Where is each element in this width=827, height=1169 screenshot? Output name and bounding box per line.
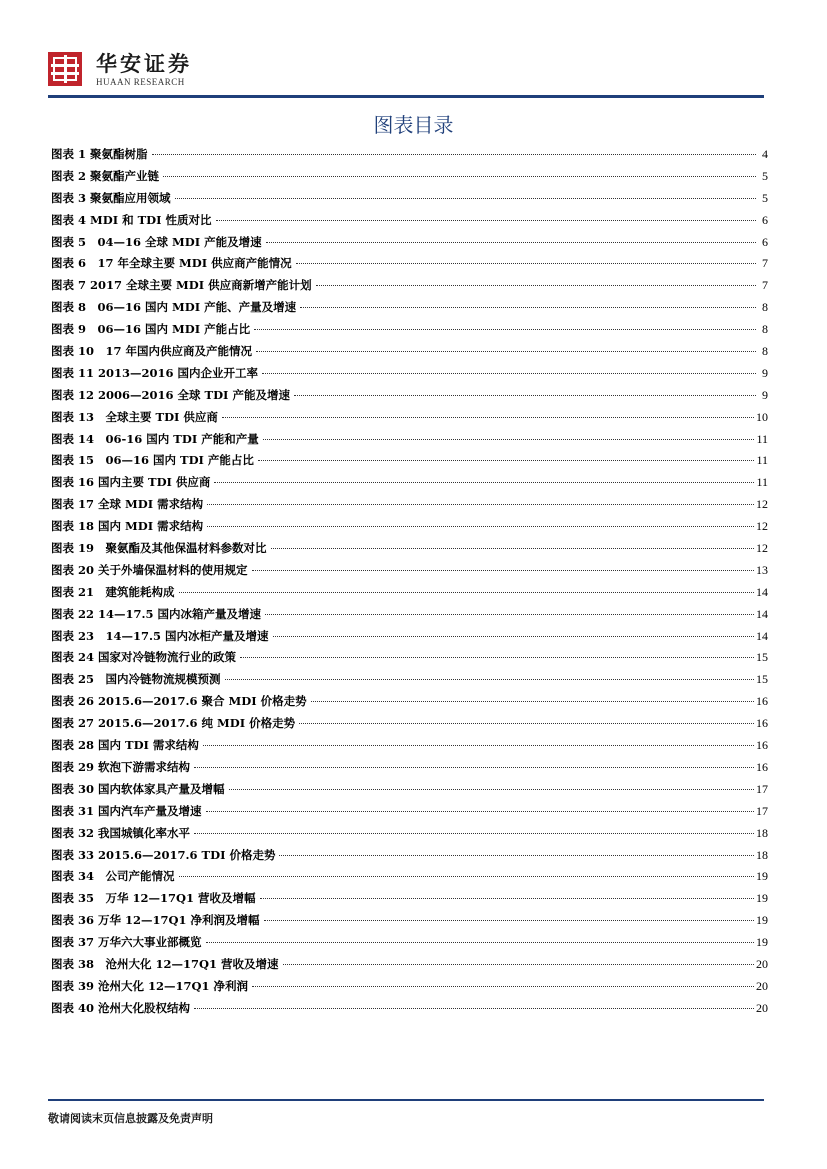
huaan-logo-icon bbox=[48, 52, 82, 86]
toc-dot-leader bbox=[207, 504, 754, 505]
toc-entry-label: 图表 9 06—16 国内 MDI 产能占比 bbox=[51, 322, 251, 337]
toc-dot-leader bbox=[240, 657, 754, 658]
toc-dot-leader bbox=[206, 811, 754, 812]
toc-entry[interactable] bbox=[51, 431, 768, 453]
toc-entry-page: 19 bbox=[756, 935, 768, 950]
toc-entry[interactable] bbox=[51, 496, 768, 518]
toc-entry-label: 图表 31 国内汽车产量及增速 bbox=[51, 803, 202, 818]
toc-dot-leader bbox=[252, 986, 754, 987]
toc-entry[interactable] bbox=[51, 606, 768, 628]
toc-entry[interactable] bbox=[51, 409, 768, 431]
toc-entry[interactable] bbox=[51, 693, 768, 715]
toc-entry-page: 16 bbox=[756, 738, 768, 753]
toc-entry-label: 图表 7 2017 全球主要 MDI 供应商新增产能计划 bbox=[51, 278, 312, 293]
toc-entry-label: 图表 35 万华 12—17Q1 营收及增幅 bbox=[51, 891, 256, 906]
footer-rule bbox=[48, 1099, 764, 1101]
toc-entry-page: 5 bbox=[762, 190, 768, 205]
toc-entry-label: 图表 38 沧州大化 12—17Q1 营收及增速 bbox=[51, 956, 279, 971]
toc-entry-label: 图表 37 万华六大事业部概览 bbox=[51, 935, 202, 950]
toc-dot-leader bbox=[163, 176, 756, 177]
toc-entry[interactable] bbox=[51, 978, 768, 1000]
toc-entry-page: 14 bbox=[756, 606, 768, 621]
toc-entry-label: 图表 24 国家对冷链物流行业的政策 bbox=[51, 650, 237, 665]
toc-dot-leader bbox=[258, 460, 755, 461]
toc-entry-label: 图表 6 17 年全球主要 MDI 供应商产能情况 bbox=[51, 256, 292, 271]
toc-dot-leader bbox=[263, 439, 755, 440]
toc-entry[interactable] bbox=[51, 190, 768, 212]
toc-entry-page: 11 bbox=[756, 453, 768, 468]
toc-entry-label: 图表 2 聚氨酯产业链 bbox=[51, 168, 160, 183]
toc-entry-page: 8 bbox=[762, 344, 768, 359]
toc-entry[interactable] bbox=[51, 343, 768, 365]
toc-entry[interactable] bbox=[51, 759, 768, 781]
toc-entry[interactable] bbox=[51, 540, 768, 562]
toc-entry-page: 13 bbox=[756, 562, 768, 577]
toc-dot-leader bbox=[175, 198, 756, 199]
toc-entry-label: 图表 19 聚氨酯及其他保温材料参数对比 bbox=[51, 541, 267, 556]
page-title: 图表目录 bbox=[373, 113, 454, 137]
toc-entry-label: 图表 28 国内 TDI 需求结构 bbox=[51, 738, 199, 753]
toc-entry-label: 图表 29 软泡下游需求结构 bbox=[51, 759, 191, 774]
toc-entry-page: 19 bbox=[756, 869, 768, 884]
toc-entry-page: 18 bbox=[756, 825, 768, 840]
toc-entry-page: 5 bbox=[762, 168, 768, 183]
toc-entry-label: 图表 27 2015.6—2017.6 纯 MDI 价格走势 bbox=[51, 716, 296, 731]
toc-dot-leader bbox=[262, 373, 756, 374]
toc-dot-leader bbox=[229, 789, 754, 790]
toc-entry[interactable] bbox=[51, 890, 768, 912]
toc-dot-leader bbox=[300, 307, 756, 308]
table-of-figures bbox=[51, 146, 768, 1022]
toc-entry[interactable] bbox=[51, 956, 768, 978]
toc-entry[interactable] bbox=[51, 518, 768, 540]
toc-entry[interactable] bbox=[51, 934, 768, 956]
toc-entry-page: 14 bbox=[756, 628, 768, 643]
toc-dot-leader bbox=[214, 482, 754, 483]
toc-entry-page: 4 bbox=[762, 147, 768, 161]
toc-dot-leader bbox=[279, 855, 754, 856]
toc-entry-label: 图表 10 17 年国内供应商及产能情况 bbox=[51, 344, 253, 359]
toc-dot-leader bbox=[194, 1008, 754, 1009]
toc-entry[interactable] bbox=[51, 781, 768, 803]
toc-entry-label: 图表 40 沧州大化股权结构 bbox=[51, 1000, 191, 1015]
toc-entry[interactable] bbox=[51, 868, 768, 890]
toc-entry-page: 9 bbox=[762, 387, 768, 402]
toc-entry-page: 19 bbox=[756, 891, 768, 906]
toc-entry[interactable] bbox=[51, 628, 768, 650]
toc-entry-page: 15 bbox=[756, 650, 768, 665]
header-rule bbox=[48, 95, 764, 98]
toc-entry[interactable] bbox=[51, 299, 768, 321]
toc-dot-leader bbox=[179, 876, 754, 877]
toc-entry-label: 图表 32 我国城镇化率水平 bbox=[51, 825, 191, 840]
toc-entry-label: 图表 21 建筑能耗构成 bbox=[51, 584, 175, 599]
toc-entry-page: 17 bbox=[756, 803, 768, 818]
toc-entry-page: 12 bbox=[756, 497, 768, 512]
toc-entry-label: 图表 15 06—16 国内 TDI 产能占比 bbox=[51, 453, 254, 468]
toc-entry-label: 图表 30 国内软体家具产量及增幅 bbox=[51, 781, 225, 796]
toc-dot-leader bbox=[194, 833, 754, 834]
toc-entry[interactable] bbox=[51, 212, 768, 234]
toc-dot-leader bbox=[316, 285, 756, 286]
toc-entry-page: 9 bbox=[762, 365, 768, 380]
toc-entry-page: 14 bbox=[756, 584, 768, 599]
toc-dot-leader bbox=[260, 898, 754, 899]
toc-entry-page: 10 bbox=[756, 409, 768, 424]
toc-entry[interactable] bbox=[51, 847, 768, 869]
toc-dot-leader bbox=[194, 767, 754, 768]
toc-dot-leader bbox=[179, 592, 754, 593]
toc-dot-leader bbox=[152, 154, 756, 155]
toc-dot-leader bbox=[256, 351, 756, 352]
toc-entry[interactable] bbox=[51, 912, 768, 934]
toc-entry-label: 图表 23 14—17.5 国内冰柜产量及增速 bbox=[51, 628, 269, 643]
toc-dot-leader bbox=[206, 942, 754, 943]
toc-dot-leader bbox=[299, 723, 754, 724]
toc-dot-leader bbox=[294, 395, 756, 396]
toc-entry-label: 图表 25 国内冷链物流规模预测 bbox=[51, 672, 221, 687]
toc-entry[interactable] bbox=[51, 562, 768, 584]
toc-entry[interactable] bbox=[51, 803, 768, 825]
toc-entry-label: 图表 17 全球 MDI 需求结构 bbox=[51, 497, 204, 512]
toc-entry-label: 图表 16 国内主要 TDI 供应商 bbox=[51, 475, 211, 490]
toc-dot-leader bbox=[265, 614, 754, 615]
toc-entry[interactable] bbox=[51, 234, 768, 256]
toc-entry[interactable] bbox=[51, 584, 768, 606]
toc-entry-label: 图表 11 2013—2016 国内企业开工率 bbox=[51, 365, 259, 380]
toc-entry[interactable] bbox=[51, 277, 768, 299]
footer-disclaimer: 敬请阅读末页信息披露及免责声明 bbox=[48, 1112, 213, 1125]
toc-entry-label: 图表 34 公司产能情况 bbox=[51, 869, 175, 884]
toc-entry-page: 11 bbox=[756, 431, 768, 446]
toc-dot-leader bbox=[283, 964, 754, 965]
toc-entry[interactable] bbox=[51, 715, 768, 737]
toc-entry-label: 图表 20 关于外墙保温材料的使用规定 bbox=[51, 562, 248, 577]
toc-dot-leader bbox=[207, 526, 754, 527]
toc-dot-leader bbox=[266, 242, 756, 243]
toc-entry[interactable] bbox=[51, 387, 768, 409]
toc-entry[interactable] bbox=[51, 255, 768, 277]
toc-entry[interactable] bbox=[51, 671, 768, 693]
toc-entry-label: 图表 36 万华 12—17Q1 净利润及增幅 bbox=[51, 913, 260, 928]
toc-entry-page: 7 bbox=[762, 256, 768, 271]
toc-dot-leader bbox=[222, 417, 754, 418]
toc-entry-page: 6 bbox=[762, 212, 768, 227]
toc-entry-page: 20 bbox=[756, 1000, 768, 1015]
toc-entry[interactable] bbox=[51, 146, 768, 168]
page-header bbox=[48, 44, 788, 94]
toc-entry-label: 图表 12 2006—2016 全球 TDI 产能及增速 bbox=[51, 387, 290, 402]
toc-dot-leader bbox=[264, 920, 754, 921]
toc-entry[interactable] bbox=[51, 737, 768, 759]
toc-dot-leader bbox=[203, 745, 754, 746]
toc-entry-page: 16 bbox=[756, 759, 768, 774]
toc-entry-label: 图表 4 MDI 和 TDI 性质对比 bbox=[51, 212, 212, 227]
toc-entry-label: 图表 18 国内 MDI 需求结构 bbox=[51, 519, 204, 534]
toc-entry-label: 图表 39 沧州大化 12—17Q1 净利润 bbox=[51, 978, 249, 993]
toc-entry-page: 18 bbox=[756, 847, 768, 862]
toc-entry-page: 8 bbox=[762, 322, 768, 337]
toc-entry-page: 11 bbox=[756, 475, 768, 490]
toc-entry-page: 16 bbox=[756, 694, 768, 709]
toc-entry-label: 图表 14 06-16 国内 TDI 产能和产量 bbox=[51, 431, 259, 446]
toc-entry-label: 图表 5 04—16 全球 MDI 产能及增速 bbox=[51, 234, 262, 249]
toc-dot-leader bbox=[271, 548, 754, 549]
toc-entry-label: 图表 33 2015.6—2017.6 TDI 价格走势 bbox=[51, 847, 276, 862]
toc-entry-label: 图表 13 全球主要 TDI 供应商 bbox=[51, 409, 218, 424]
toc-entry[interactable] bbox=[51, 452, 768, 474]
toc-dot-leader bbox=[254, 329, 756, 330]
toc-entry[interactable] bbox=[51, 649, 768, 671]
toc-entry-page: 16 bbox=[756, 716, 768, 731]
toc-entry-label: 图表 1 聚氨酯树脂 bbox=[51, 147, 148, 161]
toc-dot-leader bbox=[225, 679, 754, 680]
toc-dot-leader bbox=[311, 701, 754, 702]
toc-entry-page: 20 bbox=[756, 956, 768, 971]
toc-entry-page: 15 bbox=[756, 672, 768, 687]
toc-entry-label: 图表 3 聚氨酯应用领域 bbox=[51, 190, 171, 205]
toc-entry-label: 图表 22 14—17.5 国内冰箱产量及增速 bbox=[51, 606, 262, 621]
toc-dot-leader bbox=[216, 220, 756, 221]
toc-entry[interactable] bbox=[51, 825, 768, 847]
toc-entry-label: 图表 8 06—16 国内 MDI 产能、产量及增速 bbox=[51, 300, 297, 315]
toc-entry-page: 20 bbox=[756, 978, 768, 993]
toc-entry[interactable] bbox=[51, 1000, 768, 1022]
toc-entry[interactable] bbox=[51, 474, 768, 496]
toc-dot-leader bbox=[252, 570, 754, 571]
toc-entry-page: 8 bbox=[762, 300, 768, 315]
toc-entry-label: 图表 26 2015.6—2017.6 聚合 MDI 价格走势 bbox=[51, 694, 307, 709]
toc-entry-page: 12 bbox=[756, 519, 768, 534]
toc-entry-page: 12 bbox=[756, 541, 768, 556]
toc-entry-page: 19 bbox=[756, 913, 768, 928]
toc-dot-leader bbox=[296, 263, 756, 264]
toc-entry-page: 17 bbox=[756, 781, 768, 796]
toc-entry-page: 6 bbox=[762, 234, 768, 249]
brand-name-cn: 华安证券 bbox=[96, 51, 192, 76]
toc-entry[interactable] bbox=[51, 321, 768, 343]
toc-entry[interactable] bbox=[51, 168, 768, 190]
toc-entry[interactable] bbox=[51, 365, 768, 387]
brand-name-en: HUAAN RESEARCH bbox=[96, 77, 185, 87]
toc-dot-leader bbox=[273, 636, 754, 637]
toc-entry-page: 7 bbox=[762, 278, 768, 293]
